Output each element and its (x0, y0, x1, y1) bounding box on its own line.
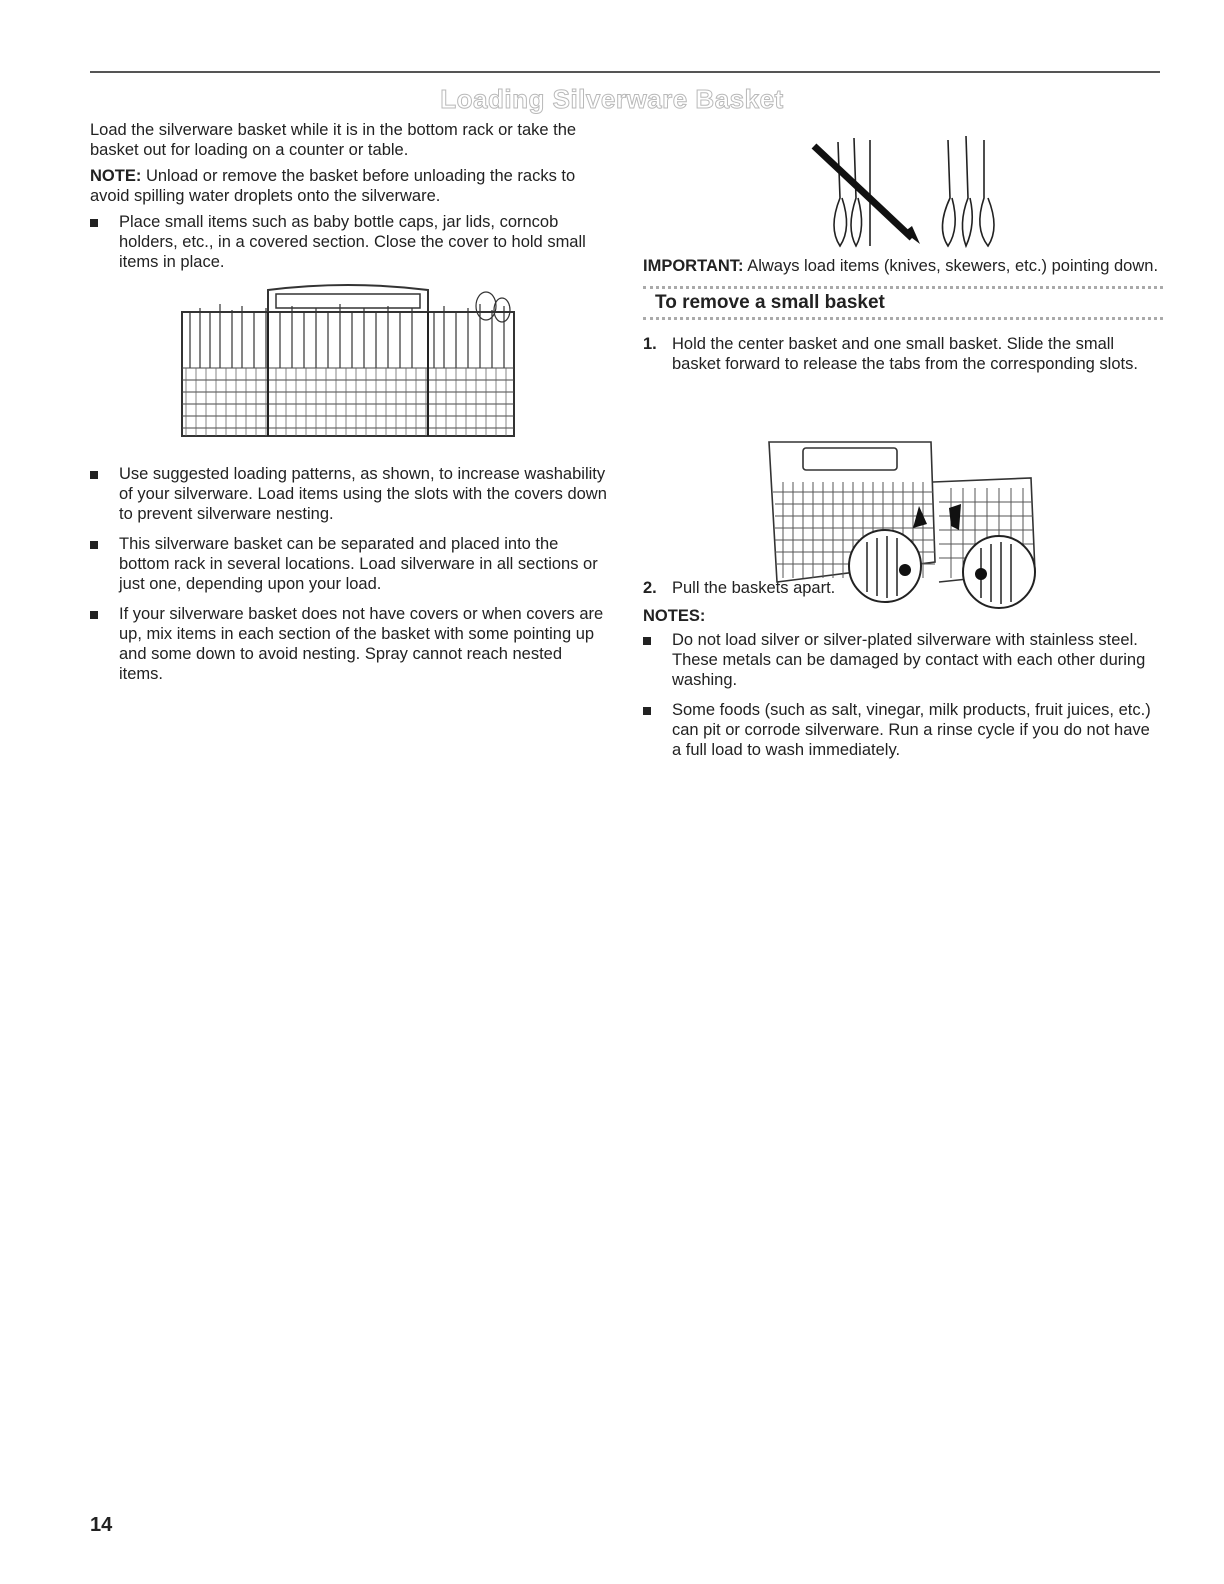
page-number: 14 (90, 1514, 113, 1536)
note-label: NOTE: (90, 167, 142, 185)
remove-small-basket-heading: To remove a small basket (655, 292, 885, 313)
important-paragraph (643, 256, 1163, 276)
intro-paragraph: Load the silverware basket while it is in the bottom rack or take the basket out for loading on a counter or table. (90, 121, 577, 159)
remove-small-basket-illustration (763, 432, 1043, 610)
step-2-text: Pull the baskets apart. (672, 579, 836, 597)
utensils-pointing-down-illustration (808, 128, 1014, 256)
step-1-number: 1. (643, 335, 657, 353)
page-title: Loading Silverware Basket (440, 84, 784, 114)
bullet-small-items: Place small items such as baby bottle caps, jar lids, corncob holders, etc., in a covered section. Close the cover to hold small items in place. (90, 212, 610, 272)
bullet-loading-patterns: Use suggested loading patterns, as shown, to increase washability of your silverware. Load items using the slots with the covers down to prevent silverware nesting. (90, 464, 610, 524)
bullet-separate-basket: This silverware basket can be separated and placed into the bottom rack in several locations. Load silverware in all sections or just one, depending upon your load. (90, 534, 610, 594)
silverware-basket-illustration (176, 282, 520, 442)
note-paragraph (90, 166, 610, 206)
step-1-text: Hold the center basket and one small basket. Slide the small basket forward to release the tabs from the corresponding slots. (672, 335, 1138, 373)
step-1 (643, 334, 1163, 374)
important-label: IMPORTANT: (643, 257, 744, 275)
note-text: Unload or remove the basket before unloading the racks to avoid spilling water droplets onto the silverware. (90, 167, 576, 205)
subheading-divider-top (643, 286, 1163, 289)
subheading-divider-bottom (643, 317, 1163, 320)
bullet-no-covers: If your silverware basket does not have covers or when covers are up, mix items in each section of the basket with some pointing up and some down to avoid nesting. Spray cannot reach nested items. (90, 604, 610, 684)
important-text: Always load items (knives, skewers, etc.) pointing down. (747, 257, 1159, 275)
note-foods-corrode: Some foods (such as salt, vinegar, milk products, fruit juices, etc.) can pit or corrode silverware. Run a rinse cycle if you do not have a full load to wash immediately. (643, 700, 1163, 760)
step-2-number: 2. (643, 579, 657, 597)
notes-label: NOTES: (643, 607, 706, 625)
note-silver-stainless: Do not load silver or silver-plated silverware with stainless steel. These metals can be damaged by contact with each other during washing. (643, 630, 1163, 690)
header-rule (90, 71, 1160, 73)
